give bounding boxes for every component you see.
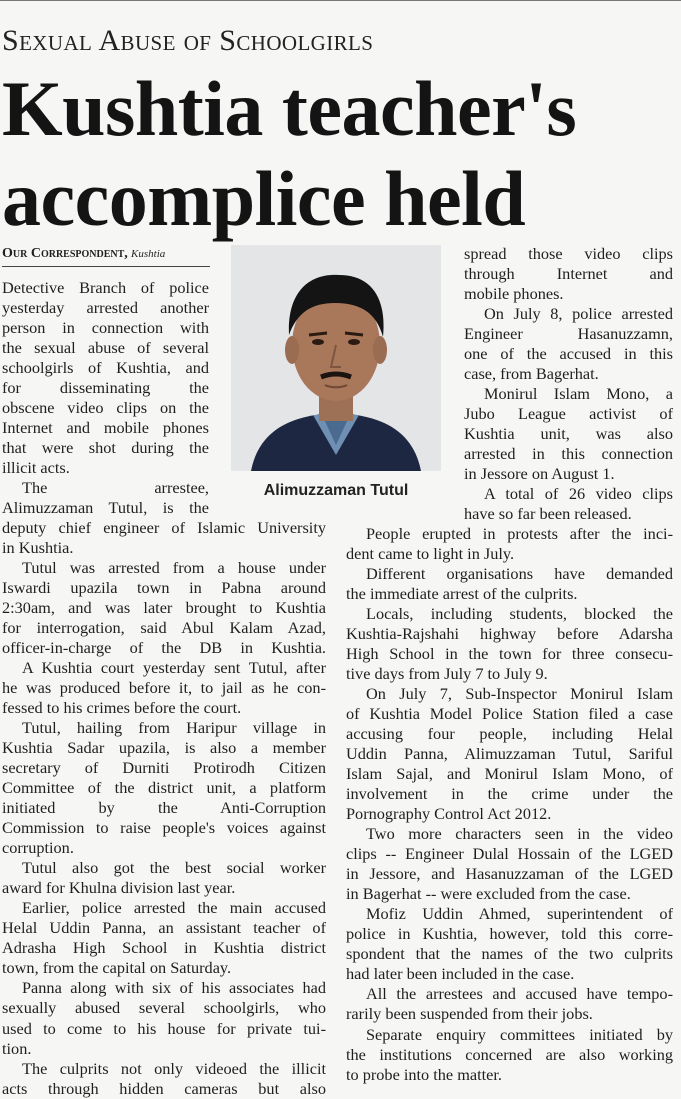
text-line: person in connection with xyxy=(2,318,209,338)
text-line: Uddin Panna, Alimuzzaman Tutul, Sariful xyxy=(346,744,673,764)
text-line: Pornography Control Act 2012. xyxy=(346,804,552,824)
text-line: spread those video clips xyxy=(464,244,673,263)
text-line: On July 8, police arrested xyxy=(484,304,673,324)
text-line: schoolgirls of Kushtia, and xyxy=(2,358,209,378)
text-line: police in Kushtia, however, told this corre- xyxy=(346,924,673,944)
text-line: Alimuzzaman Tutul, is the xyxy=(2,498,209,518)
text-line: Iswardi upazila town in Pabna around xyxy=(2,578,326,598)
text-line: Kushtia-Rajshahi highway before Adarsha xyxy=(346,624,673,644)
text-line: to probe into the matter. xyxy=(346,1064,502,1084)
text-line: acts through hidden cameras but also xyxy=(2,1078,326,1098)
text-line: one of the accused in this xyxy=(464,344,673,364)
text-line: dent came to light in July. xyxy=(346,544,515,564)
text-line: through Internet and xyxy=(464,264,673,284)
text-line: for disseminating the xyxy=(2,378,209,398)
text-line: Tutul, hailing from Haripur village in xyxy=(22,718,326,738)
text-line: deputy chief engineer of Islamic University xyxy=(2,518,326,537)
text-line: award for Khulna division last year. xyxy=(2,878,236,898)
text-line: had later been included in the case. xyxy=(346,964,575,984)
text-line: A Kushtia court yesterday sent Tutul, after xyxy=(22,658,326,678)
byline xyxy=(2,245,210,267)
text-line: officer-in-charge of the DB in Kushtia. xyxy=(2,638,326,658)
text-line: Detective Branch of police xyxy=(2,278,209,297)
text-line: All the arrestees and accused have tempo- xyxy=(366,984,673,1004)
text-line: Kushtia Sadar upazila, is also a member xyxy=(2,738,326,758)
text-line: illicit acts. xyxy=(2,458,70,478)
text-line: A total of 26 video clips xyxy=(484,484,673,504)
article-headline: Kushtia teacher's accomplice held xyxy=(2,65,577,242)
byline-place: Kushtia xyxy=(131,248,166,260)
text-line: Tutul also got the best social worker xyxy=(22,858,326,878)
text-line: involvement in the crime under the xyxy=(346,784,673,804)
text-line: Adrasha High School in Kushtia district xyxy=(2,938,326,958)
text-line: Monirul Islam Mono, a xyxy=(484,384,673,404)
article-kicker: Sexual Abuse of Schoolgirls xyxy=(2,24,374,57)
top-rule xyxy=(0,0,681,1)
text-line: People erupted in protests after the inci- xyxy=(366,524,673,543)
text-line: the institutions concerned are also working xyxy=(346,1044,673,1064)
text-line: Engineer Hasanuzzamn, xyxy=(464,324,673,344)
text-line: he was produced before it, to jail as he con- xyxy=(2,678,326,698)
text-line: for interrogation, said Abul Kalam Azad, xyxy=(2,618,326,638)
text-line: of Kushtia Model Police Station filed a case xyxy=(346,704,673,724)
text-line: Islam Sajal, and Monirul Islam Mono, of xyxy=(346,764,673,784)
text-line: in Jessore on August 1. xyxy=(464,464,615,484)
text-line: Tutul was arrested from a house under xyxy=(22,558,326,578)
text-line: Commission to raise people's voices against xyxy=(2,818,326,838)
text-line: Internet and mobile phones xyxy=(2,418,209,438)
text-line: accusing four people, including Helal xyxy=(346,724,673,744)
text-line: obscene video clips on the xyxy=(2,398,209,418)
text-line: Panna along with six of his associates had xyxy=(22,978,326,998)
text-line: clips -- Engineer Dulal Hossain of the LGED xyxy=(346,844,673,864)
text-line: in Bagerhat -- were excluded from the case. xyxy=(346,884,631,904)
text-line: Committee of the district unit, a platform xyxy=(2,778,326,798)
text-line: secretary of Durniti Protirodh Citizen xyxy=(2,758,326,778)
text-line: The culprits not only videoed the illicit xyxy=(22,1058,326,1078)
text-line: rarily been suspended from their jobs. xyxy=(346,1004,593,1024)
text-line: initiated by the Anti-Corruption xyxy=(2,798,326,818)
text-line: High School in the town for three consecu- xyxy=(346,644,673,664)
text-line: Kushtia unit, was also xyxy=(464,424,673,444)
text-line: sexually abused several schoolgirls, who xyxy=(2,998,326,1018)
text-line: Helal Uddin Panna, an assistant teacher of xyxy=(2,918,326,938)
text-line: in Kushtia. xyxy=(2,538,74,558)
text-line: Jubo League activist of xyxy=(464,404,673,424)
text-line: The arrestee, xyxy=(22,478,209,498)
text-line: Two more characters seen in the video xyxy=(366,824,673,844)
text-line: On July 7, Sub-Inspector Monirul Islam xyxy=(366,684,673,704)
text-line: tive days from July 7 to July 9. xyxy=(346,664,548,684)
text-line: used to come to his house for private tui- xyxy=(2,1018,326,1038)
portrait-illustration xyxy=(231,245,441,471)
text-line: Mofiz Uddin Ahmed, superintendent of xyxy=(366,904,673,924)
text-line: in Jessore, and Hasanuzzaman of the LGED xyxy=(346,864,673,884)
text-line: the immediate arrest of the culprits. xyxy=(346,584,578,604)
text-line: have so far been released. xyxy=(464,504,632,524)
text-line: corruption. xyxy=(2,838,74,858)
text-line: Separate enquiry committees initiated by xyxy=(366,1024,673,1044)
text-line: that were shot during the xyxy=(2,438,209,458)
text-line: fessed to his crimes before the court. xyxy=(2,698,242,718)
text-line: Locals, including students, blocked the xyxy=(366,604,673,624)
portrait-photo xyxy=(231,245,441,471)
text-line: spondent that the names of the two culprits xyxy=(346,944,673,964)
text-line: mobile phones. xyxy=(464,284,564,304)
text-line: yesterday arrested another xyxy=(2,298,209,318)
text-line: 2:30am, and was later brought to Kushtia xyxy=(2,598,326,618)
text-line: case, from Bagerhat. xyxy=(464,364,599,384)
text-line: Earlier, police arrested the main accused xyxy=(22,898,326,918)
photo-caption: Alimuzzaman Tutul xyxy=(263,482,409,499)
text-line: arrested in this connection xyxy=(464,444,673,464)
byline-name: Our Correspondent, xyxy=(2,246,128,261)
text-line: town, from the capital on Saturday. xyxy=(2,958,232,978)
text-line: the sexual abuse of several xyxy=(2,338,209,358)
text-line: Different organisations have demanded xyxy=(366,564,673,584)
text-line: tion. xyxy=(2,1038,32,1058)
